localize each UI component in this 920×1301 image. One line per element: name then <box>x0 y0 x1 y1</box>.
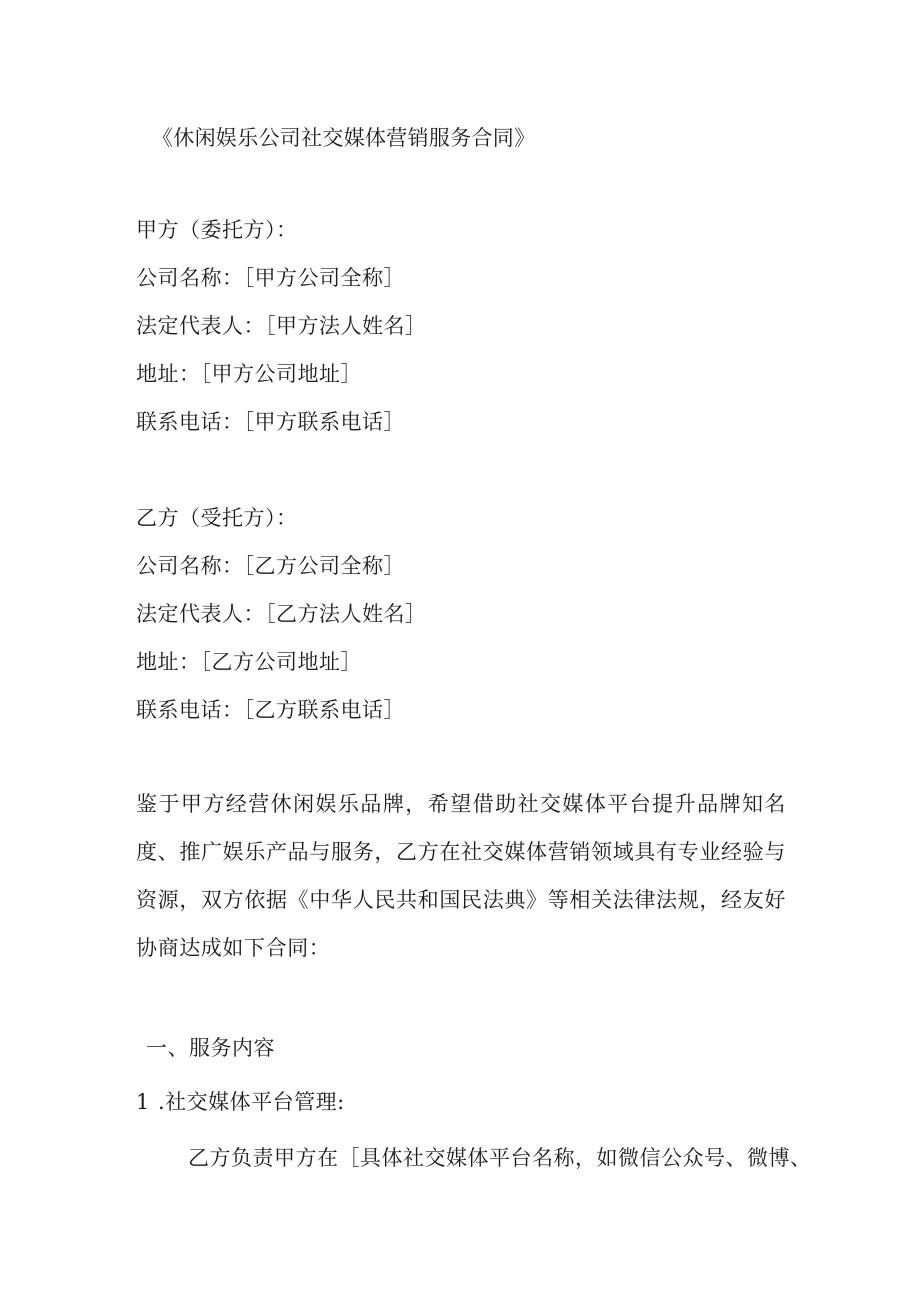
party-b-phone: 联系电话：［乙方联系电话］ <box>136 698 405 722</box>
preamble-paragraph: 鉴于甲方经营休闲娱乐品牌，希望借助社交媒体平台提升品牌知名度、推广娱乐产品与服务，乙方在社交媒体营销领域具有专业经验与资源，双方依据《中华人民共和国民法典》等相关法律法规，经友好协商达成如下合同： <box>136 792 786 960</box>
party-a-phone: 联系电话：［甲方联系电话］ <box>136 410 405 434</box>
item-number: 1 <box>136 1090 150 1114</box>
party-b-company: 公司名称：［乙方公司全称］ <box>136 554 405 578</box>
party-b-address: 地址：［乙方公司地址］ <box>136 650 362 674</box>
contract-title: 《休闲娱乐公司社交媒体营销服务合同》 <box>152 126 536 150</box>
party-a-address: 地址：［甲方公司地址］ <box>136 362 362 386</box>
party-b-heading: 乙方（受托方）： <box>136 506 298 530</box>
item-title: .社交媒体平台管理: <box>158 1090 345 1114</box>
section-1-item-1 <box>136 1088 345 1116</box>
party-b-representative: 法定代表人：［乙方法人姓名］ <box>136 602 427 626</box>
section-1-item-1-body: 乙方负责甲方在［具体社交媒体平台名称，如微信公众号、微博、 <box>188 1146 812 1170</box>
party-a-heading: 甲方（委托方）： <box>136 218 298 242</box>
party-a-representative: 法定代表人：［甲方法人姓名］ <box>136 314 427 338</box>
party-a-company: 公司名称：［甲方公司全称］ <box>136 266 405 290</box>
section-1-heading: 一、服务内容 <box>146 1036 275 1060</box>
